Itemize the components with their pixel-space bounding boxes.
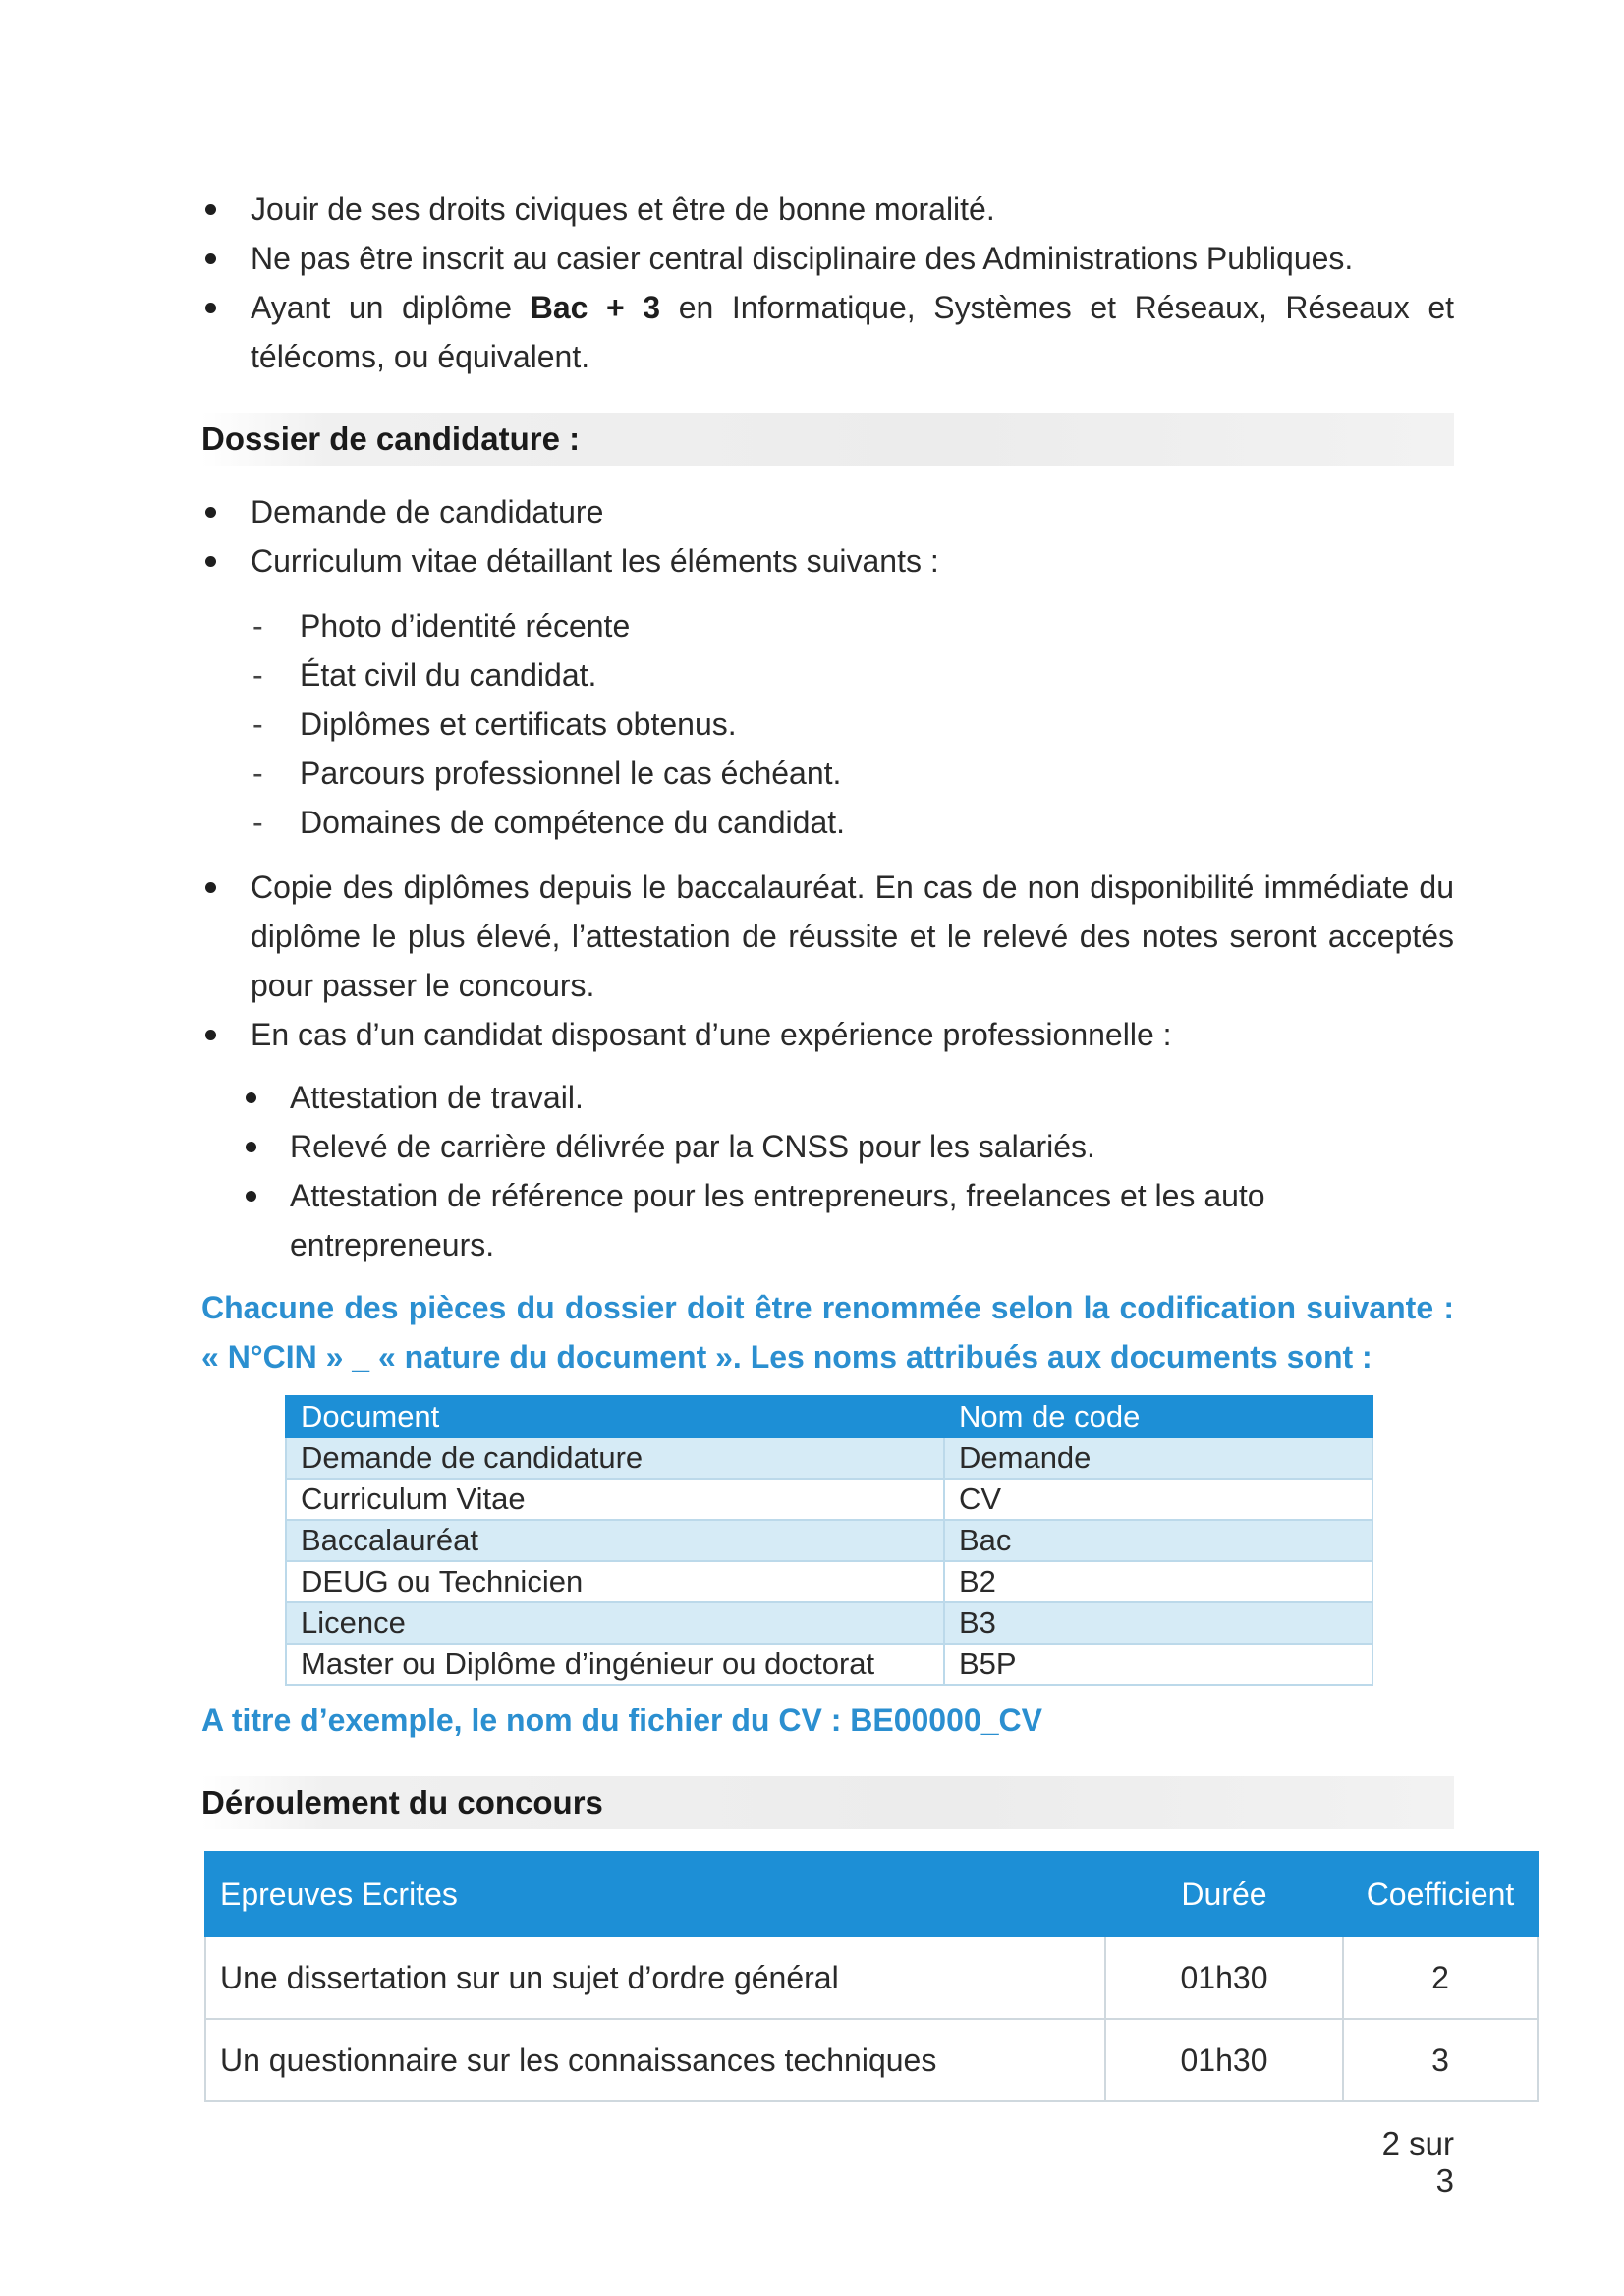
table-cell: DEUG ou Technicien [286, 1561, 944, 1602]
table-header-row [286, 1396, 1372, 1437]
page-content [201, 185, 1515, 2102]
list-item: En cas d’un candidat disposant d’une expérience professionnelle : [201, 1010, 1454, 1059]
table-cell: Une dissertation sur un sujet d’ordre général [205, 1936, 1105, 2019]
section-heading-dossier: Dossier de candidature : [201, 413, 1454, 466]
list-item: Demande de candidature [201, 487, 1454, 536]
table-row [286, 1561, 1372, 1602]
table-cell: B3 [944, 1602, 1372, 1644]
column-header-code: Nom de code [944, 1396, 1372, 1437]
table-cell: B2 [944, 1561, 1372, 1602]
list-item: Curriculum vitae détaillant les éléments suivants : [201, 536, 1454, 586]
list-item-diploma [201, 283, 1454, 381]
table-cell: CV [944, 1479, 1372, 1520]
diploma-level: Bac + 3 [530, 290, 661, 325]
table-cell: Demande [944, 1437, 1372, 1479]
page-number: 2 sur 3 [1381, 2125, 1454, 2199]
table-row [286, 1479, 1372, 1520]
table-cell: Curriculum Vitae [286, 1479, 944, 1520]
dossier-list-continued [201, 863, 1454, 1059]
cv-filename-example: A titre d’exemple, le nom du fichier du CV : BE00000_CV [201, 1703, 1042, 1738]
table-row [286, 1437, 1372, 1479]
list-item: Jouir de ses droits civiques et être de bonne moralité. [201, 185, 1454, 234]
diploma-text-after: en Informatique, Systèmes et Réseaux, Réseaux et télécoms, ou équivalent. [251, 290, 1455, 374]
section-heading-deroulement: Déroulement du concours [201, 1776, 1454, 1829]
table-cell: 01h30 [1105, 2019, 1343, 2101]
list-item: - État civil du candidat. [201, 650, 1454, 700]
table-row [205, 2019, 1538, 2101]
table-cell: Baccalauréat [286, 1520, 944, 1561]
table-cell: B5P [944, 1644, 1372, 1685]
table-row [286, 1520, 1372, 1561]
table-cell: 3 [1343, 2019, 1538, 2101]
table-cell: 01h30 [1105, 1936, 1343, 2019]
experience-list [201, 1073, 1454, 1269]
list-item: - Parcours professionnel le cas échéant. [201, 749, 1454, 798]
list-item: Ne pas être inscrit au casier central disciplinaire des Administrations Publiques. [201, 234, 1454, 283]
list-item: - Diplômes et certificats obtenus. [201, 700, 1454, 749]
table-row [286, 1644, 1372, 1685]
cv-elements-list [201, 601, 1454, 847]
dossier-list [201, 487, 1454, 586]
table-cell: Demande de candidature [286, 1437, 944, 1479]
table-header-row [205, 1852, 1538, 1936]
list-item: Relevé de carrière délivrée par la CNSS pour les salariés. [201, 1122, 1454, 1171]
written-exams-table [204, 1851, 1539, 2102]
column-header-coefficient: Coefficient [1343, 1852, 1538, 1936]
list-item: Copie des diplômes depuis le baccalauréat. En cas de non disponibilité immédiate du diplôme le plus élevé, l’attestation de réussite et le relevé des notes seront acceptés pour passer le concours. [201, 863, 1454, 1010]
list-item: Attestation de travail. [201, 1073, 1454, 1122]
table-row [205, 1936, 1538, 2019]
table-row [286, 1602, 1372, 1644]
column-header-exams: Epreuves Ecrites [205, 1852, 1105, 1936]
list-item: Attestation de référence pour les entrepreneurs, freelances et les auto entrepreneurs. [201, 1171, 1454, 1269]
table-cell: Bac [944, 1520, 1372, 1561]
table-cell: Master ou Diplôme d’ingénieur ou doctorat [286, 1644, 944, 1685]
eligibility-list [201, 185, 1454, 381]
list-item: - Photo d’identité récente [201, 601, 1454, 650]
column-header-document: Document [286, 1396, 944, 1437]
column-header-duration: Durée [1105, 1852, 1343, 1936]
document-code-table [285, 1395, 1373, 1686]
table-cell: 2 [1343, 1936, 1538, 2019]
codification-instructions: Chacune des pièces du dossier doit être renommée selon la codification suivante : « N°CIN » _ « nature du document ». Les noms attribués aux documents sont : [201, 1290, 1454, 1374]
diploma-text-before: Ayant un diplôme [251, 290, 531, 325]
table-cell: Un questionnaire sur les connaissances techniques [205, 2019, 1105, 2101]
table-cell: Licence [286, 1602, 944, 1644]
list-item: - Domaines de compétence du candidat. [201, 798, 1454, 847]
